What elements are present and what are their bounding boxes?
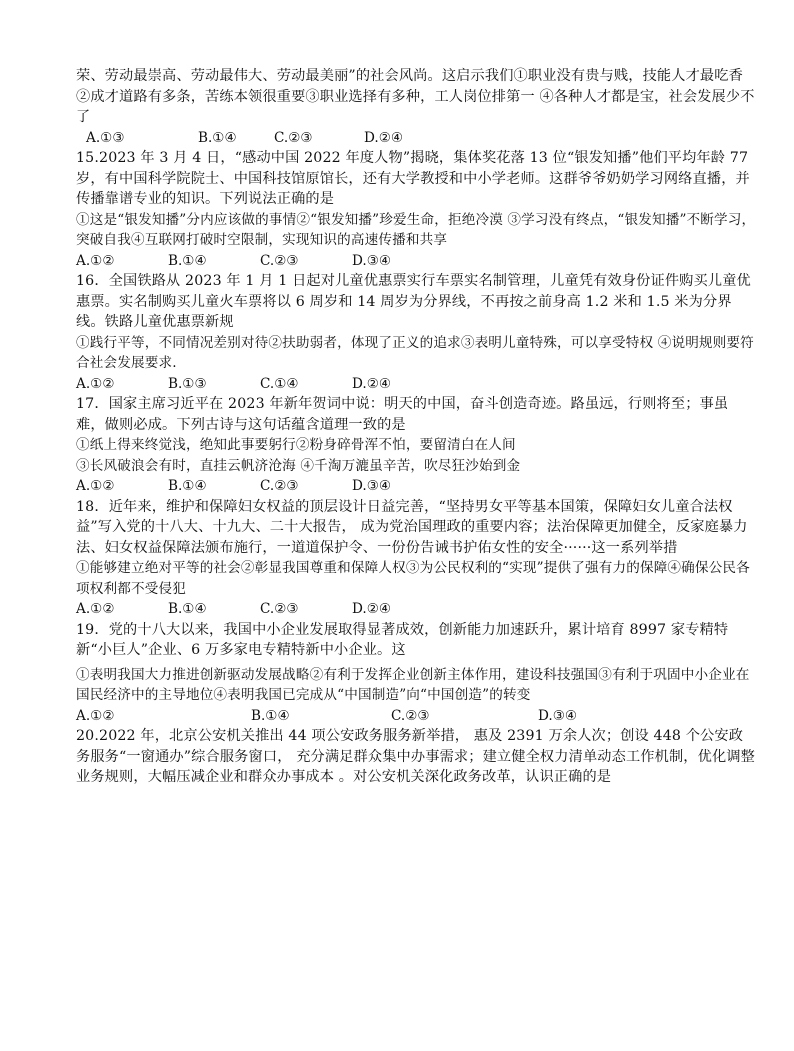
exam-page — [76, 66, 756, 788]
question-18 — [76, 497, 756, 620]
question-17-statement-line-1: ①纸上得来终觉浅，绝知此事要躬行②粉身碎骨浑不怕，要留清白在人间 — [76, 437, 516, 453]
option-d[interactable]: D.②④ — [352, 375, 392, 392]
option-c[interactable]: C.②③ — [274, 129, 313, 146]
option-d[interactable]: D.③④ — [538, 707, 578, 724]
question-16-stem: 16．全国铁路从 2023 年 1 月 1 日起对儿童优惠票实行车票实名制管理，儿童凭有效身份证件购买儿童优惠票。实名制购买儿童火车票将以 6 周岁和 14 周岁为分界线，不再按之前身高 1.2 米和 1.5 米为分界线。铁路儿童优惠票新规 — [76, 273, 751, 330]
option-d[interactable]: D.②④ — [352, 601, 392, 617]
question-19-statements: ①表明我国大力推进创新驱动发展战略②有利于发挥企业创新主体作用，建设科技强国③有利于巩固中小企业在国民经济中的主导地位④表明我国已完成从“中国制造”向“中国创造”的转变 — [76, 666, 750, 703]
question-19-stem: 19．党的十八大以来，我国中小企业发展取得显著成效，创新能力加速跃升，累计培育 8997 家专精特新“小巨人”企业、6 万多家电专精特新中小企业。这 — [76, 621, 729, 658]
option-a[interactable]: A.①② — [76, 478, 115, 494]
option-a[interactable]: A.①③ — [86, 129, 125, 146]
option-c[interactable]: C.②③ — [260, 601, 299, 617]
question-19-options — [76, 706, 756, 727]
option-a[interactable]: A.①② — [76, 707, 115, 724]
question-14-stem: 荣、劳动最崇高、劳动最伟大、劳动最美丽”的社会风尚。这启示我们①职业没有贵与贱，技能人才最吃香②成才道路有多条，苦练本领很重要③职业选择有多种，工人岗位排第一 ④各种人才都是宝，社会发展少不了 — [76, 68, 755, 125]
question-16-options — [76, 374, 756, 395]
option-d[interactable]: D.③④ — [352, 478, 392, 494]
question-15 — [76, 148, 756, 271]
question-15-stem: 15.2023 年 3 月 4 日，“感动中国 2022 年度人物”揭晓，集体奖花落 13 位“银发知播”他们平均年龄 77 岁，有中国科学院院士、中国科技馆原馆长，还有大学教授和中小学老师。这群爷爷奶奶学习网络直播，并传播靠谱专业的知识。下列说法正确的是 — [76, 150, 750, 207]
question-16-statements: ①践行平等，不同情况差别对待②扶助弱者，体现了正义的追求③表明儿童特殊，可以享受特权 ④说明规则要符合社会发展要求. — [76, 334, 754, 371]
option-b[interactable]: B.①④ — [168, 601, 207, 617]
option-a[interactable]: A.①② — [76, 601, 115, 617]
option-a[interactable]: A.①② — [76, 375, 115, 392]
question-15-options — [76, 251, 756, 272]
option-c[interactable]: C.①④ — [260, 375, 299, 392]
option-c[interactable]: C.②③ — [260, 252, 299, 269]
option-b[interactable]: B.①④ — [251, 707, 290, 724]
option-a[interactable]: A.①② — [76, 252, 115, 269]
question-20 — [76, 726, 756, 788]
question-17-stem: 17．国家主席习近平在 2023 年新年贺词中说：明天的中国，奋斗创造奇迹。路虽远，行则将至；事虽难，做则必成。下列古诗与这句话蕴含道理一致的是 — [76, 396, 729, 433]
option-b[interactable]: B.①③ — [168, 375, 207, 392]
option-c[interactable]: C.②③ — [391, 707, 430, 724]
question-14 — [76, 66, 756, 148]
question-14-options — [76, 128, 756, 149]
question-18-stem: 18．近年来，维护和保障妇女权益的顶层设计日益完善，“坚持男女平等基本国策，保障妇女儿童合法权益”写入党的十八大、十九大、二十大报告， 成为党治国理政的重要内容；法治保障更加健全，反家庭暴力法、妇女权益保障法颁布施行，一道道保护令、一份份告诫书护佑女性的安全······这一系列举措 — [76, 498, 748, 556]
option-b[interactable]: B.①④ — [198, 129, 237, 146]
question-15-statements: ①这是“银发知播”分内应该做的事情②“银发知播”珍爱生命，拒绝冷漠 ③学习没有终点，“银发知播”不断学习，突破自我④互联网打破时空限制，实现知识的高速传播和共享 — [76, 211, 756, 248]
question-17-options — [76, 476, 756, 497]
option-b[interactable]: B.①④ — [168, 478, 207, 494]
option-b[interactable]: B.①④ — [168, 252, 207, 269]
option-d[interactable]: D.③④ — [352, 252, 392, 269]
question-17-statement-line-2: ③长风破浪会有时，直挂云帆济沧海 ④千淘万漉虽辛苦，吹尽狂沙始到金 — [76, 457, 521, 474]
question-18-statements: ①能够建立绝对平等的社会②彰显我国尊重和保障人权③为公民权利的“实现”提供了强有力的保障④确保公民各项权利都不受侵犯 — [76, 560, 750, 597]
option-d[interactable]: D.②④ — [364, 129, 404, 146]
question-18-options — [76, 599, 756, 620]
question-19 — [76, 620, 756, 727]
question-17 — [76, 394, 756, 497]
question-20-stem: 20.2022 年，北京公安机关推出 44 项公安政务服务新举措， 惠及 2391 万余人次；创设 448 个公安政务服务“一窗通办”综合服务窗口， 充分满足群众集中办事需求；建立健全权力清单动态工作机制，优化调整业务规则，大幅压减企业和群众办事成本 。对公安机关深化政务改革，认识正确的是 — [76, 728, 755, 785]
option-c[interactable]: C.②③ — [260, 478, 299, 494]
question-16 — [76, 271, 756, 394]
